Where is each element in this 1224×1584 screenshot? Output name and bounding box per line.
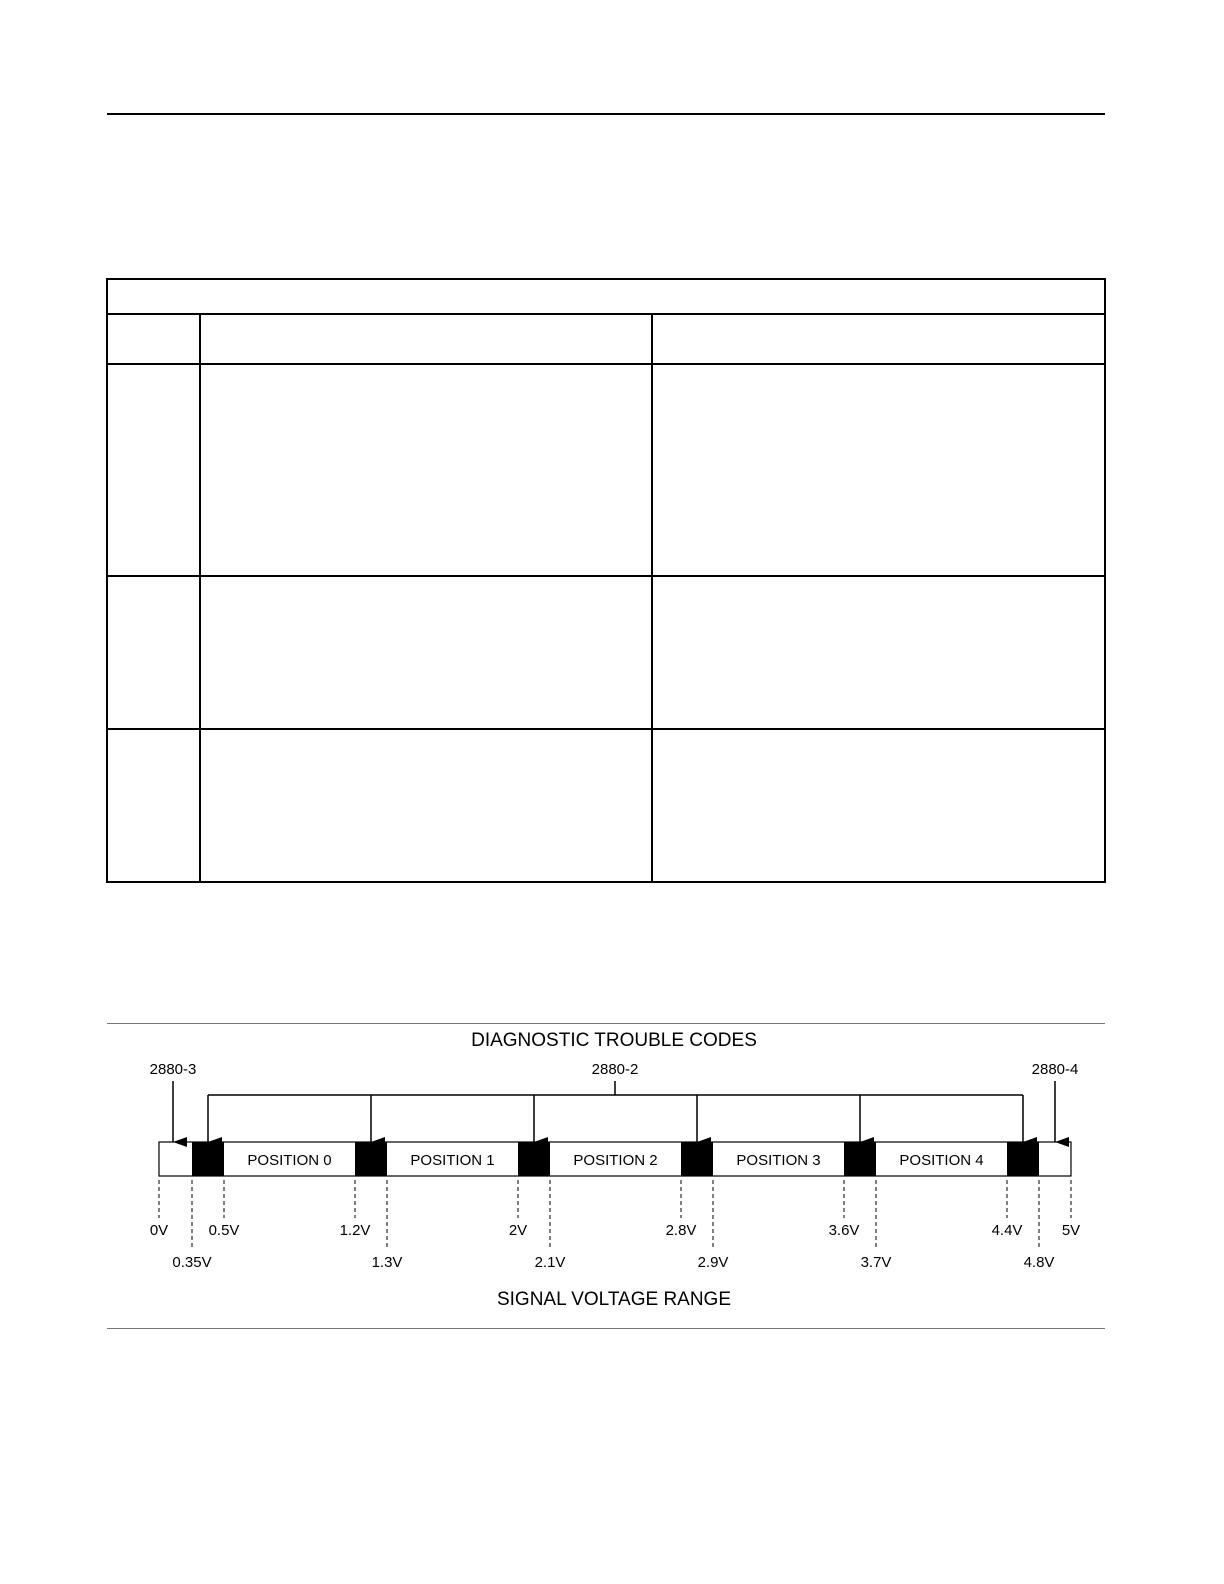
table-header-cell (200, 314, 652, 364)
position-label: POSITION 0 (247, 1152, 332, 1169)
voltage-label: 0.35V (172, 1254, 212, 1271)
table-header-cell (652, 314, 1104, 364)
table-cell (200, 729, 652, 881)
fault-band-block (192, 1142, 224, 1176)
fault-band-block (355, 1142, 387, 1176)
voltage-label: 0.5V (208, 1222, 240, 1239)
table-cell (108, 729, 200, 881)
table-cell (652, 576, 1104, 729)
position-label: POSITION 2 (573, 1152, 658, 1169)
voltage-label: 0V (149, 1222, 169, 1239)
voltage-label: 5V (1061, 1222, 1081, 1239)
position-label: POSITION 4 (899, 1152, 984, 1169)
table-header-cell (108, 314, 200, 364)
table-cell (108, 364, 200, 576)
fault-band-block (844, 1142, 876, 1176)
empty-table (106, 278, 1106, 883)
position-label: POSITION 1 (410, 1152, 495, 1169)
voltage-label: 2V (508, 1222, 528, 1239)
table-cell (652, 729, 1104, 881)
voltage-label: 4.4V (991, 1222, 1023, 1239)
diagram-footer: SIGNAL VOLTAGE RANGE (496, 1289, 732, 1310)
voltage-label: 3.7V (860, 1254, 892, 1271)
fault-band-block (681, 1142, 713, 1176)
diagram-title: DIAGNOSTIC TROUBLE CODES (471, 1030, 757, 1051)
code-label-high: 2880-4 (1031, 1061, 1079, 1078)
table-title-row (108, 280, 1104, 314)
position-label: POSITION 3 (736, 1152, 821, 1169)
code-label-low: 2880-3 (149, 1061, 197, 1078)
fault-band-block (1007, 1142, 1039, 1176)
fault-band-block (518, 1142, 550, 1176)
header-rule (107, 113, 1105, 115)
table-cell (108, 576, 200, 729)
voltage-label: 3.6V (828, 1222, 860, 1239)
table-cell (200, 364, 652, 576)
voltage-label: 1.3V (371, 1254, 403, 1271)
table-row (108, 576, 1104, 729)
table-row (108, 729, 1104, 881)
code-label-mid: 2880-2 (591, 1061, 639, 1078)
table-row (108, 364, 1104, 576)
voltage-label: 2.8V (665, 1222, 697, 1239)
table-cell (200, 576, 652, 729)
table-cell (652, 364, 1104, 576)
voltage-range-diagram (0, 1024, 1224, 1328)
voltage-label: 1.2V (339, 1222, 371, 1239)
voltage-label: 2.1V (534, 1254, 566, 1271)
voltage-label: 2.9V (697, 1254, 729, 1271)
voltage-label: 4.8V (1023, 1254, 1055, 1271)
figure-bottom-rule (107, 1328, 1105, 1329)
